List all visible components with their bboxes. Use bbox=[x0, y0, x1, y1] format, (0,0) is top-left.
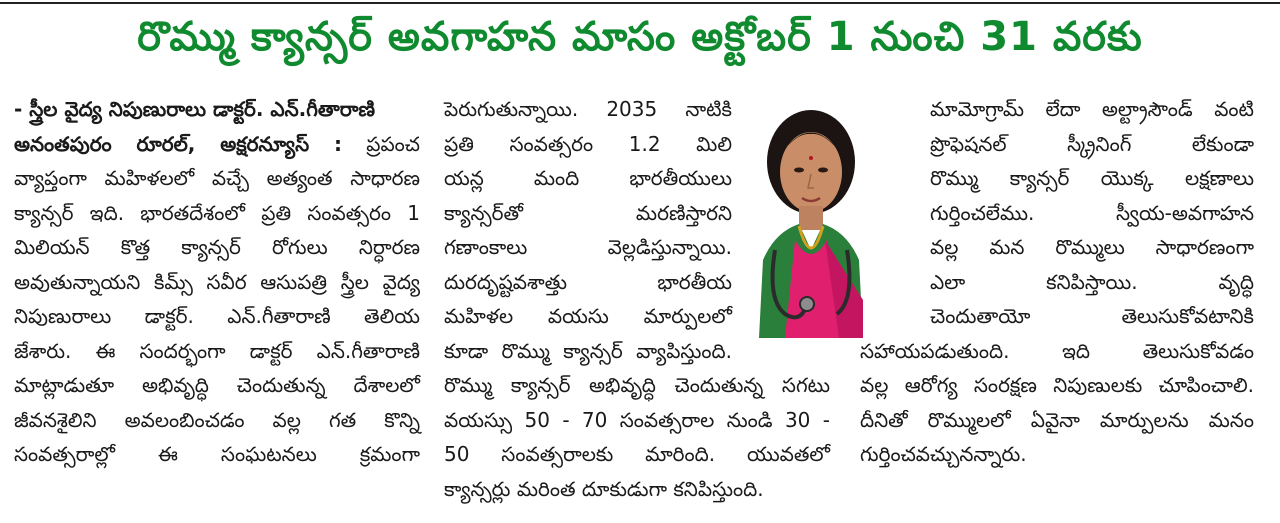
article-column-1 bbox=[14, 92, 420, 472]
dateline: అనంతపురం రూరల్, అక్షరన్యూస్ : bbox=[14, 131, 342, 156]
text-line: సహాయపడుతుంది. ఇది తెలుసుకోవడం bbox=[860, 338, 1254, 363]
text-line: మహిళల వయసు మార్పులలో bbox=[444, 304, 732, 328]
doctor-portrait-image bbox=[745, 100, 877, 338]
text-line: గణాంకాలు వెల్లడిస్తున్నాయి. bbox=[444, 235, 732, 259]
text-line: రొమ్ము క్యాన్సర్ యొక్క లక్షణాలు bbox=[930, 166, 1254, 190]
text-line: ప్రపంచ bbox=[366, 131, 420, 156]
text-line: క్యాన్సర్ ఇది. భారతదేశంలో ప్రతి సంవత్సరం 1 bbox=[14, 200, 420, 225]
text-line: వల్ల మన రొమ్ములు సాధారణంగా bbox=[930, 235, 1254, 259]
text-line: గుర్తించలేము. స్వీయ-అవగాహన bbox=[930, 200, 1254, 225]
text-line: సంవత్సరాల్లో ఈ సంఘటనలు క్రమంగా bbox=[14, 442, 420, 466]
text-line: గుర్తించవచ్చునన్నారు. bbox=[860, 442, 1027, 466]
article-column-3 bbox=[860, 92, 1254, 472]
text-line: కూడా రొమ్ము క్యాన్సర్ వ్యాపిస్తుంది. bbox=[444, 338, 732, 363]
text-line: ప్రొఫెషనల్ స్క్రీనింగ్ లేకుండా bbox=[930, 131, 1254, 156]
text-line: మాట్లాడుతూ అభివృద్ధి చెందుతున్న దేశాలలో bbox=[14, 373, 420, 397]
text-line: చెందుతాయో తెలుసుకోవటానికి bbox=[930, 304, 1254, 328]
paragraph-line bbox=[14, 127, 420, 162]
text-line: వ్యాప్తంగా మహిళలలో వచ్చే అత్యంత సాధారణ bbox=[14, 166, 420, 190]
text-line: దురదృష్టవశాత్తు భారతీయ bbox=[444, 269, 732, 294]
headline: రొమ్ము క్యాన్సర్ అవగాహన మాసం అక్టోబర్ 1 నుంచి 31 వరకు bbox=[137, 14, 1143, 60]
top-rule bbox=[0, 2, 1280, 4]
text-line: మిలియన్ కొత్త క్యాన్సర్ రోగులు నిర్ధారణ bbox=[14, 235, 420, 259]
text-line: క్యాన్సర్లు మరింత దూకుడుగా కనిపిస్తుంది. bbox=[444, 476, 764, 501]
text-line: రొమ్ము క్యాన్సర్ అభివృద్ధి చెందుతున్న సగటు bbox=[444, 373, 830, 397]
text-line: ఎలా కనిపిస్తాయి. వృద్ధి bbox=[930, 269, 1254, 294]
text-line: పెరుగుతున్నాయి. 2035 నాటికి bbox=[444, 97, 732, 121]
text-line: మామోగ్రామ్ లేదా అల్ట్రాసౌండ్ వంటి bbox=[930, 97, 1254, 121]
text-line: దీనితో రొమ్ములలో ఏవైనా మార్పులను మనం bbox=[860, 407, 1254, 432]
text-line: క్యాన్సర్‌తో మరణిస్తారని bbox=[444, 200, 732, 225]
text-line: జేశారు. ఈ సందర్భంగా డాక్టర్ ఎన్.గీతారాణి bbox=[14, 338, 420, 363]
text-line: 50 సంవత్సరాలకు మారింది. యువతలో bbox=[444, 442, 830, 466]
text-line: యన్ల మంది భారతీయులు bbox=[444, 166, 732, 190]
text-line: వల్ల ఆరోగ్య సంరక్షణ నిపుణులకు చూపించాలి. bbox=[860, 373, 1254, 397]
text-line: జీవనశైలిని అవలంబించడం వల్ల గత కొన్ని bbox=[14, 407, 420, 432]
byline: - స్త్రీల వైద్య నిపుణురాలు డాక్టర్. ఎన్.గీతారాణి bbox=[14, 97, 376, 121]
text-line: నిపుణురాలు డాక్టర్. ఎన్.గీతారాణి తెలియ bbox=[14, 304, 420, 328]
text-line: అవుతున్నాయని కిమ్స్ సవీర ఆసుపత్రి స్త్రీల వైద్య bbox=[14, 269, 420, 294]
text-line: ప్రతి సంవత్సరం 1.2 మిలి bbox=[444, 131, 732, 156]
text-line: వయస్సు 50 - 70 సంవత్సరాల నుండి 30 - bbox=[444, 407, 830, 432]
